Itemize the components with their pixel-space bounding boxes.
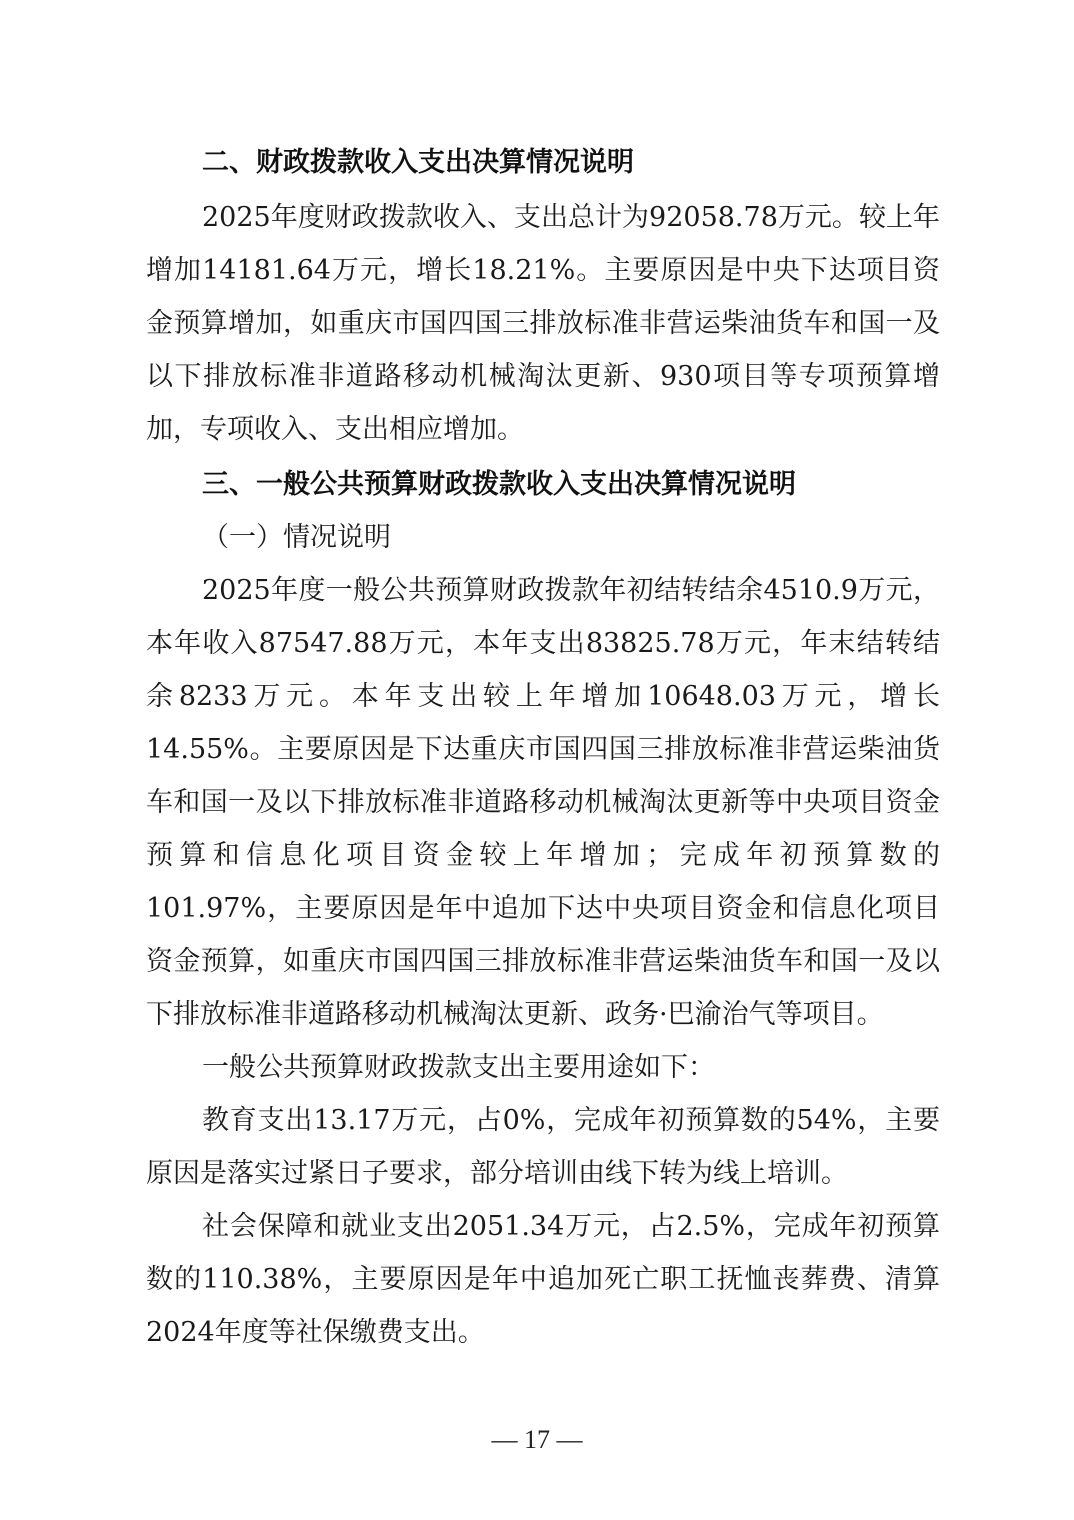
section-3-paragraph-3: 教育支出13.17万元，占0%，完成年初预算数的54%，主要原因是落实过紧日子要求，部分培训由线下转为线上培训。 [146, 1105, 940, 1189]
section-3-body [146, 564, 940, 1359]
section-3-paragraph-1: 2025年度一般公共预算财政拨款年初结转结余4510.9万元，本年收入87547.88万元，本年支出83825.78万元，年末结转结余8233万元。本年支出较上年增加10648.03万元，增长14.55%。主要原因是下达重庆市国四国三排放标准非营运柴油货车和国一及以下排放标准非道路移动机械淘汰更新等中央项目资金预算和信息化项目资金较上年增加；完成年初预算数的101.97%，主要原因是年中追加下达中央项目资金和信息化项目资金预算，如重庆市国四国三排放标准非营运柴油货车和国一及以下排放标准非道路移动机械淘汰更新、政务·巴渝治气等项目。 [146, 575, 940, 1030]
section-3-heading: 三、一般公共预算财政拨款收入支出决算情况说明 [202, 469, 796, 500]
section-3-subheading: （一）情况说明 [202, 522, 391, 553]
page-number: — 17 — [491, 1425, 583, 1454]
section-2-heading: 二、财政拨款收入支出决算情况说明 [202, 147, 634, 178]
section-3-paragraph-4: 社会保障和就业支出2051.34万元，占2.5%，完成年初预算数的110.38%，主要原因是年中追加死亡职工抚恤丧葬费、清算2024年度等社保缴费支出。 [146, 1211, 940, 1348]
section-3-paragraph-2: 一般公共预算财政拨款支出主要用途如下： [202, 1052, 715, 1083]
section-2-body [146, 191, 940, 456]
section-2-paragraph: 2025年度财政拨款收入、支出总计为92058.78万元。较上年增加14181.64万元，增长18.21%。主要原因是中央下达项目资金预算增加，如重庆市国四国三排放标准非营运柴油货车和国一及以下排放标准非道路移动机械淘汰更新、930项目等专项预算增加，专项收入、支出相应增加。 [146, 202, 940, 445]
